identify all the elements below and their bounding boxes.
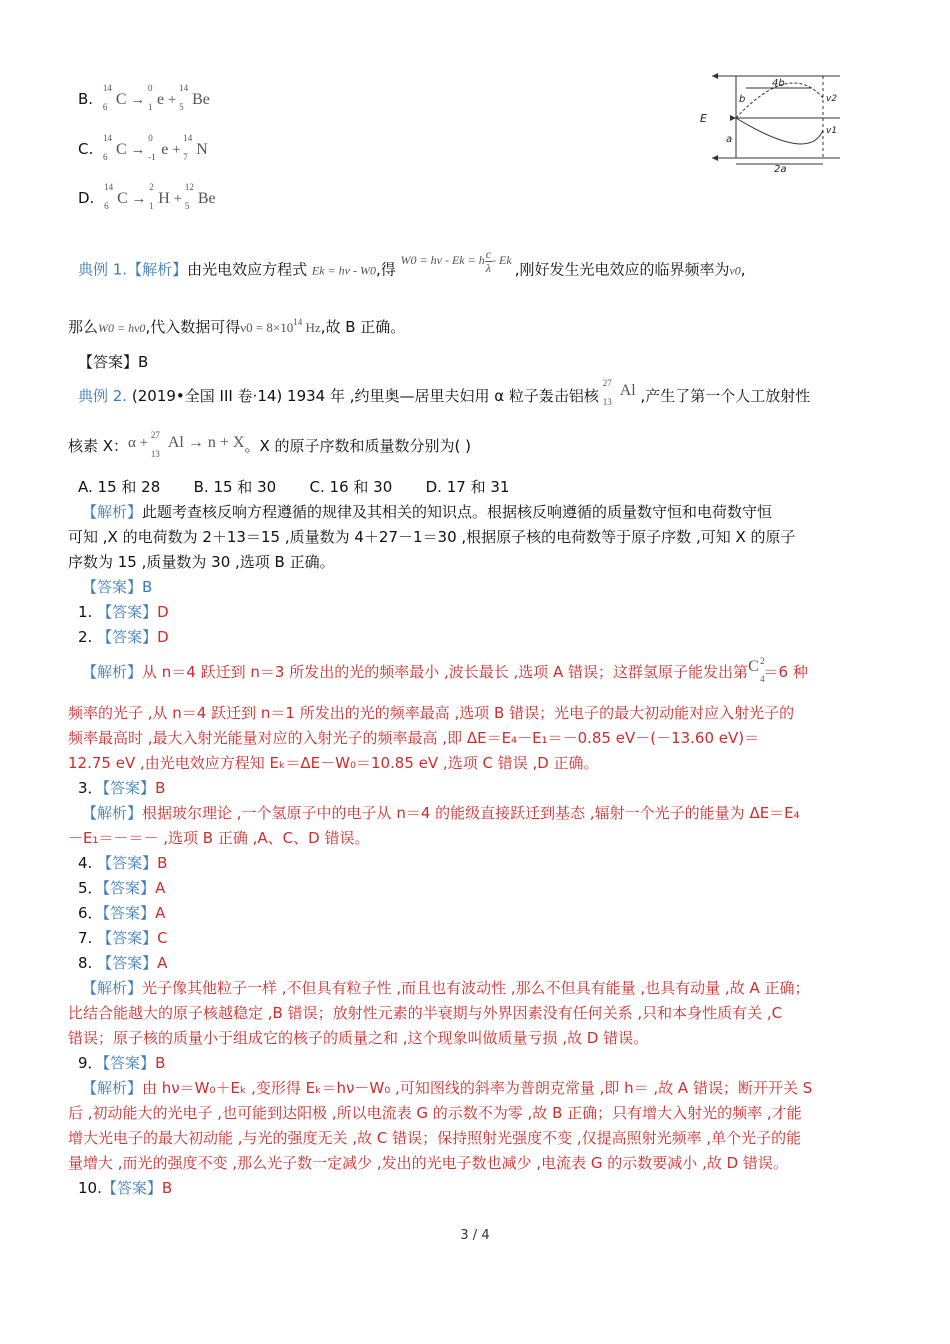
option-label: B. (78, 90, 94, 108)
nuclear-equation: 14 6 C → 2 1 H + 12 5 Be (104, 182, 216, 211)
option-label: C. (78, 140, 94, 158)
aluminum-nucleus: 27 13 Al (602, 378, 636, 407)
example-2-explanation-1: 【解析】此题考查核反响方程遵循的规律及其相关的知识点。根据核反响遵循的质量数守恒和电荷数守恒 (82, 503, 773, 521)
q9-explanation-3: 增大光电子的最大初动能 ,与光的强度无关 ,故 C 错误；保持照射光强度不变 ,仅提高照射光频率 ,单个光子的能 (68, 1129, 802, 1147)
q2-explanation-2: 频率的光子 ,从 n＝4 跃迁到 n＝1 所发出的光的频率最高 ,选项 B 错误；光电子的最大初动能对应入射光子的 (68, 704, 795, 722)
example-2-answer: 【答案】B (82, 578, 153, 596)
example-2-line-2: 核素 X：α + 27 13 Al → n + X。X 的原子序数和质量数分别为( ) (68, 430, 471, 459)
example-heading: 典例 2. (78, 387, 128, 405)
answer-row: 10.【答案】B (78, 1179, 173, 1197)
answer-row: 1. 【答案】D (78, 603, 169, 621)
option-label: D. (78, 189, 95, 207)
answer-row: 3．【答案】B (78, 779, 166, 797)
option-d (78, 181, 216, 211)
deflection-diagram (700, 68, 850, 173)
example-1-line-1: 典例 1.【解析】由光电效应方程式 Ek = hν - W0,得 $^{W0 = h\nu - Ek = h \frac{c}{\lambda}- Ek}$ ,刚好发生光电效应的临界频率为ν0, (78, 247, 746, 279)
trajectory-lower (736, 118, 823, 144)
formula: W0 = hν0 (98, 321, 146, 335)
reaction-equation: α + 27 13 Al → n + X (128, 430, 245, 459)
answer-row: 7. 【答案】C (78, 929, 168, 947)
q8-explanation-3: 错误；原子核的质量小于组成它的核子的质量之和 ,这个现象叫做质量亏损 ,故 D 错误。 (68, 1029, 649, 1047)
q8-explanation-2: 比结合能越大的原子核越稳定 ,B 错误；放射性元素的半衰期与外界因素没有任何关系 ,只和本身性质有关 ,C (68, 1004, 783, 1022)
q3-explanation-2: －E₁＝－＝－ ,选项 B 正确 ,A、C、D 错误。 (68, 829, 370, 847)
nuclear-equation: 14 6 C → 0 -1 e + 14 7 N (103, 133, 208, 162)
q9-explanation-4: 量增大 ,而光的强度不变 ,那么光子数一定减少 ,发出的光电子数也减少 ,电流表 G 的示数要减小 ,故 D 错误。 (68, 1154, 788, 1172)
label-2a: 2a (774, 164, 787, 173)
example-2-choices: A. 15 和 28 B. 15 和 30 C. 16 和 30 D. 17 和 31 (78, 478, 510, 496)
label-v1: v1 (826, 126, 838, 136)
example-2-explanation-2: 可知 ,X 的电荷数为 2＋13＝15 ,质量数为 4＋27－1＝30 ,根据原子核的电荷数等于原子序数 ,可知 X 的原子 (68, 528, 796, 546)
answer-row: 2. 【答案】D (78, 628, 169, 646)
example-2-explanation-3: 序数为 15 ,质量数为 30 ,选项 B 正确。 (68, 553, 335, 571)
answer-row: 5．【答案】A (78, 879, 166, 897)
example-1-line-2: 那么W0 = hν0,代入数据可得$\nu 0 = 8\times 10^{14}$ Hz,故 B 正确。 (68, 317, 406, 336)
answer-row: 9．【答案】B (78, 1054, 166, 1072)
q9-explanation-1: 【解析】由 hν＝W₀＋Eₖ ,变形得 Eₖ＝hν－W₀ ,可知图线的斜率为普朗克常量 ,即 h＝ ,故 A 错误；断开开关 S (82, 1079, 813, 1097)
q2-explanation-3: 频率最高时 ,最大入射光能量对应的入射光子的频率最高 ,即 ΔE＝E₄－E₁＝－0.85 eV－(－13.60 eV)＝ (68, 729, 760, 747)
page-number: 3 / 4 (460, 1228, 490, 1243)
formula: W0 = hν - Ek = h c λ- Ek (400, 247, 512, 275)
label-v2: v2 (826, 94, 838, 104)
option-c (78, 132, 208, 162)
formula: Ek = hν - W0 (311, 263, 376, 278)
q3-explanation-1: 【解析】根据玻尔理论 ,一个氢原子中的电子从 n＝4 的能级直接跃迁到基态 ,辐射一个光子的能量为 ΔE＝E₄ (82, 804, 800, 822)
label-a: a (726, 134, 733, 145)
nuclear-equation: 14 6 C → 0 1 e + 14 5 Be (102, 83, 210, 112)
q2-explanation-4: 12.75 eV ,由光电效应方程知 Eₖ＝ΔE－W₀＝10.85 eV ,选项 C 错误 ,D 正确。 (68, 754, 599, 772)
formula: $\nu 0 = 8\times 10^{14}$ Hz (240, 317, 321, 335)
q9-explanation-2: 后 ,初动能大的光电子 ,也可能到达阳极 ,所以电流表 G 的示数不为零 ,故 B 正确；只有增大入射光的频率 ,才能 (68, 1104, 802, 1122)
label-b: b (739, 94, 746, 105)
answer-row: 4. 【答案】B (78, 854, 168, 872)
answer-row: 8. 【答案】A (78, 954, 168, 972)
q2-explanation-1: 【解析】从 n＝4 跃迁到 n＝3 所发出的光的频率最小 ,波长最长 ,选项 A 错误；这群氢原子能发出第C 2 4 ＝6 种 (82, 656, 808, 684)
example-2-line-1: 典例 2. (2019•全国 III 卷·14) 1934 年 ,约里奥—居里夫妇用 α 粒子轰击铝核 27 13 Al ,产生了第一个人工放射性 (78, 378, 811, 407)
option-b (78, 82, 210, 112)
label-e: E (700, 112, 707, 125)
example-1-answer: 【答案】B (78, 353, 149, 371)
answer-row: 6．【答案】A (78, 904, 166, 922)
formula: ν0 (729, 263, 741, 278)
combination-symbol: C 2 4 (748, 656, 765, 684)
label-4b: 4b (772, 78, 785, 89)
q8-explanation-1: 【解析】光子像其他粒子一样 ,不但具有粒子性 ,而且也有波动性 ,那么不但具有能量 ,也具有动量 ,故 A 正确； (82, 979, 810, 997)
example-heading: 典例 1.【解析】 (78, 260, 188, 279)
